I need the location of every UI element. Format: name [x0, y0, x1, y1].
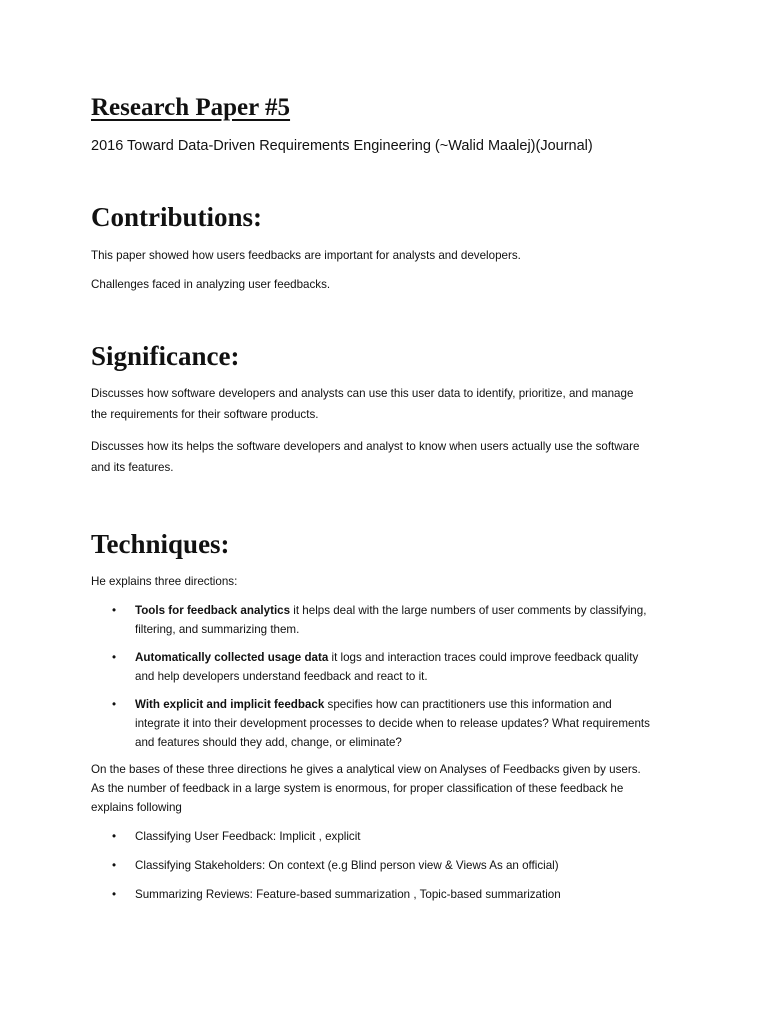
analysis-paragraph: On the bases of these three directions he gives a analytical view on Analyses of Feedbacks given by users. As the number of feedback in a large system is enormous, for proper classification of these feedback he explains following	[91, 763, 641, 814]
list-item	[91, 827, 651, 846]
significance-paragraph-1: Discusses how software developers and analysts can use this user data to identify, prioritize, and manage the requirements for their software products.	[91, 387, 634, 421]
list-item	[91, 695, 651, 752]
techniques-heading: Techniques:	[91, 529, 230, 559]
techniques-intro: He explains three directions:	[91, 575, 238, 588]
classifications-list	[91, 827, 651, 904]
significance-paragraph-2: Discusses how its helps the software developers and analyst to know when users actually use the software and its features.	[91, 440, 640, 474]
paper-year: 2016	[91, 138, 124, 154]
bullet-icon: •	[112, 651, 117, 664]
paper-citation-text: Toward Data-Driven Requirements Engineering (~Walid Maalej)(Journal)	[127, 138, 593, 154]
list-item	[91, 856, 651, 875]
direction-text: it logs and interaction traces could improve feedback quality and help developers understand feedback and react to it.	[135, 651, 639, 683]
bullet-icon: •	[112, 604, 117, 617]
list-item	[91, 885, 651, 904]
contributions-heading: Contributions:	[91, 202, 263, 232]
direction-lead: With explicit and implicit feedback	[135, 698, 325, 711]
direction-text: specifies how can practitioners use this information and integrate it into their development processes to decide when to release updates? What requirements and features should they add, change, or eliminate?	[135, 698, 650, 749]
classification-text: Classifying Stakeholders: On context (e.g Blind person view & Views As an official)	[135, 859, 559, 872]
contributions-paragraph-1: This paper showed how users feedbacks are important for analysts and developers.	[91, 249, 521, 262]
list-item	[91, 648, 651, 686]
classification-text: Summarizing Reviews: Feature-based summarization , Topic-based summarization	[135, 888, 561, 901]
classification-text: Classifying User Feedback: Implicit , explicit	[135, 830, 361, 843]
directions-list	[91, 601, 651, 752]
bullet-icon: •	[112, 888, 117, 901]
paper-citation	[91, 136, 593, 156]
page-title: Research Paper #5	[91, 94, 291, 121]
direction-lead: Tools for feedback analytics	[135, 604, 291, 617]
bullet-icon: •	[112, 698, 117, 711]
bullet-icon: •	[112, 830, 117, 843]
contributions-paragraph-2: Challenges faced in analyzing user feedbacks.	[91, 278, 331, 291]
significance-heading: Significance:	[91, 341, 240, 371]
direction-text: it helps deal with the large numbers of user comments by classifying, filtering, and summarizing them.	[135, 604, 647, 636]
list-item	[91, 601, 651, 639]
bullet-icon: •	[112, 859, 117, 872]
direction-lead: Automatically collected usage data	[135, 651, 329, 664]
